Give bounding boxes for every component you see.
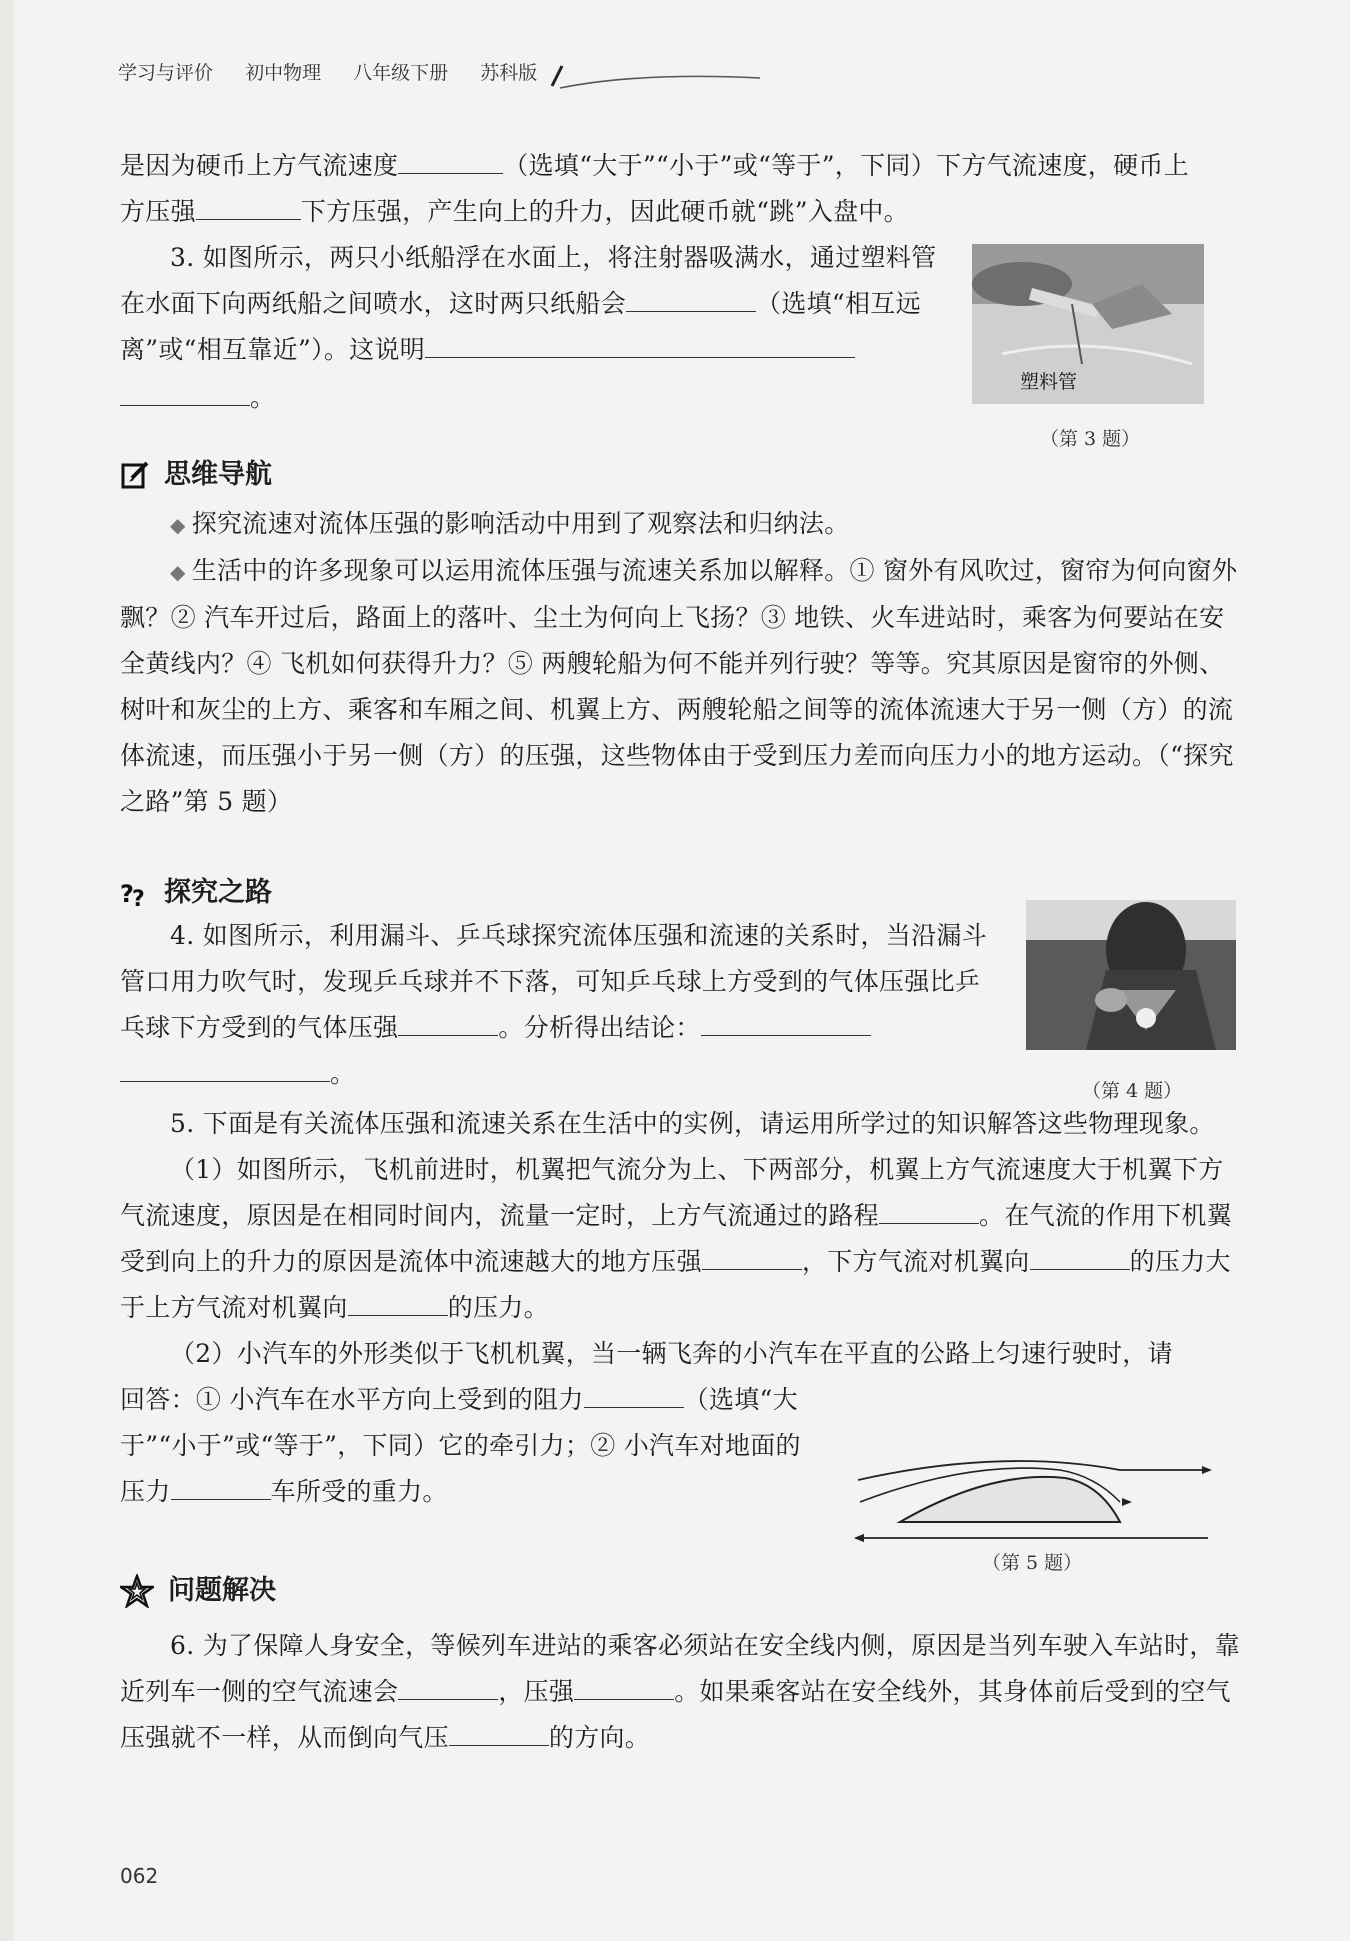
q4-line-end: 。 (120, 1051, 1240, 1097)
diamond-icon: ◆ (170, 560, 186, 584)
section-solve-heading: 问题解决 (120, 1571, 1240, 1611)
question-marks-icon (120, 878, 150, 908)
header-subject: 初中物理 (245, 62, 322, 84)
section-thinking-heading: 思维导航 (120, 455, 1240, 495)
answer-blank[interactable] (701, 1009, 871, 1036)
answer-blank[interactable] (196, 193, 301, 220)
q5-wing-diagram (850, 1460, 1220, 1560)
svg-text:?: ? (132, 887, 145, 908)
q3-photo (972, 244, 1204, 404)
page-number: 062 (120, 1864, 159, 1888)
airfoil-diagram (850, 1460, 1220, 1560)
q5-part2-line1: （2）小汽车的外形类似于飞机机翼，当一辆飞奔的小汽车在平直的公路上匀速行驶时，请 (170, 1339, 1173, 1368)
answer-blank[interactable] (120, 1055, 330, 1082)
thinking-bullet-1: ◆ 探究流速对流体压强的影响活动中用到了观察法和归纳法。 (170, 509, 850, 538)
answer-blank[interactable] (626, 285, 756, 312)
answer-blank[interactable] (1030, 1243, 1130, 1270)
pen-stroke-icon (550, 64, 770, 94)
boats-syringe-image (972, 244, 1204, 404)
thinking-bullet-2: ◆ 生活中的许多现象可以运用流体压强与流速关系加以解释。① 窗外有风吹过，窗帘为何向窗外飘？② 汽车开过后，路面上的落叶、尘土为何向上飞扬？③ 地铁、火车进站时，乘客为何要站在安全黄线内？④ 飞机如何获得升力？⑤ 两艘轮船为何不能并列行驶？等等。究其原因是窗帘的外侧、树叶和灰尘的上方、乘客和车厢之间、机翼上方、两艘轮船之间等的流体流速大于另一侧（方）的流体流速，而压强小于另一侧（方）的压强，这些物体由于受到压力差而向压力小的地方运动。（“探究之路”第 5 题） (120, 556, 1238, 816)
answer-blank[interactable] (171, 1473, 271, 1500)
q4-text: 4. 如图所示，利用漏斗、乒乓球探究流体压强和流速的关系时，当沿漏斗管口用力吹气时，发现乒乓球并不下落，可知乒乓球上方受到的气体压强比乒乓球下方受到的气体压强 。分析得出结论： (120, 921, 988, 1042)
q2-line1: 是因为硬币上方气流速度 （选填“大于”“小于”或“等于”，下同）下方气流速度，硬币上 (120, 143, 1240, 189)
answer-blank[interactable] (348, 1289, 448, 1316)
header-edition: 苏科版 (480, 62, 538, 84)
funnel-pingpong-image (1026, 900, 1236, 1050)
diamond-icon: ◆ (170, 513, 186, 537)
svg-text:?: ? (120, 880, 134, 908)
answer-blank[interactable] (425, 331, 855, 358)
page-header (118, 58, 1270, 98)
q5-part2-body: 回答：① 小汽车在水平方向上受到的阻力 （选填“大于”“小于”或“等于”，下同）它的牵引力；② 小汽车对地面的压力 车所受的重力。 (120, 1377, 820, 1515)
q4-photo (1026, 900, 1236, 1050)
q5-intro: 5. 下面是有关流体压强和流速关系在生活中的实例，请运用所学过的知识解答这些物理现象。 (170, 1109, 1215, 1138)
answer-blank[interactable] (449, 1719, 549, 1746)
answer-blank[interactable] (398, 147, 503, 174)
answer-blank[interactable] (702, 1243, 802, 1270)
q5-caption: （第 5 题） (982, 1552, 1083, 1574)
q3-caption: （第 3 题） (1040, 428, 1141, 450)
answer-blank[interactable] (879, 1197, 979, 1224)
answer-blank[interactable] (398, 1009, 498, 1036)
pencil-box-icon (120, 460, 150, 490)
header-book: 学习与评价 (118, 62, 214, 84)
answer-blank[interactable] (584, 1381, 684, 1408)
q3-text: 3. 如图所示，两只小纸船浮在水面上，将注射器吸满水，通过塑料管在水面下向两纸船之间喷水，这时两只纸船会 （选填“相互远离”或“相互靠近”）。这说明 (120, 243, 937, 364)
q5-part1: （1）如图所示，飞机前进时，机翼把气流分为上、下两部分，机翼上方气流速度大于机翼下方气流速度，原因是在相同时间内，流量一定时，上方气流通过的路程 。在气流的作用下机翼受到向上的升力的原因是流体中流速越大的地方压强 ，下方气流对机翼向 的压力大于上方气流对机翼向 的压力。 (120, 1155, 1233, 1322)
q4-caption: （第 4 题） (1082, 1080, 1183, 1102)
q3-photo-label: 塑料管 (1020, 371, 1078, 393)
section-explore-heading: ? ? 探究之路 (120, 873, 1240, 913)
star-icon (120, 1574, 154, 1608)
answer-blank[interactable] (574, 1673, 674, 1700)
q6-text: 6. 为了保障人身安全，等候列车进站的乘客必须站在安全线内侧，原因是当列车驶入车站时，靠近列车一侧的空气流速会 ，压强 。如果乘客站在安全线外，其身体前后受到的空气压强就不一样，从而倒向气压 的方向。 (120, 1631, 1241, 1752)
q3-line-end: 。 (120, 375, 1240, 421)
q2-line2: 方压强 下方压强，产生向上的升力，因此硬币就“跳”入盘中。 (120, 189, 1240, 235)
answer-blank[interactable] (398, 1673, 498, 1700)
page-edge (0, 0, 14, 1941)
header-grade: 八年级下册 (353, 62, 449, 84)
